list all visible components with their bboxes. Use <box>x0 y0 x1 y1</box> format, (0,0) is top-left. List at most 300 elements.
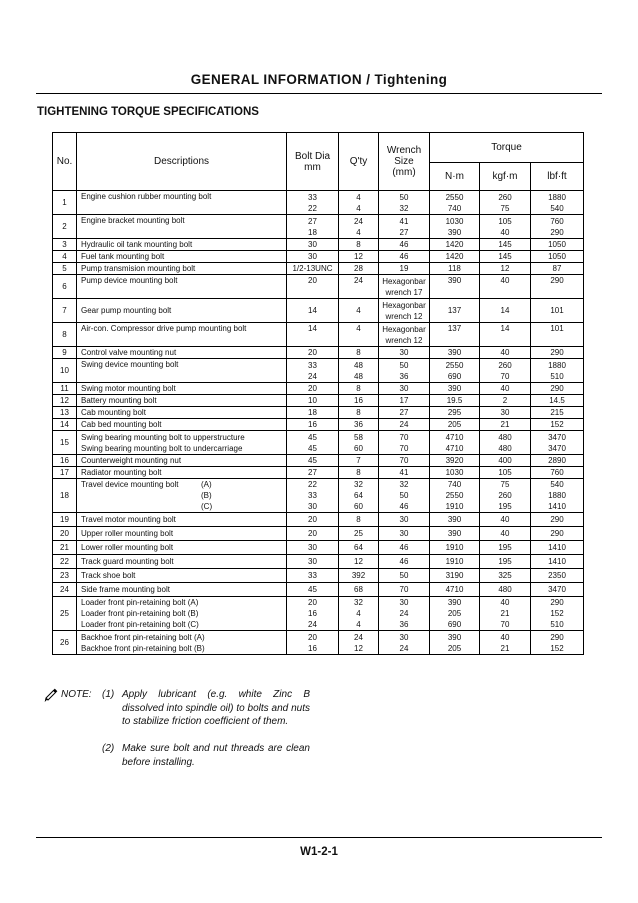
row-torque-kgfm <box>480 479 531 513</box>
row-torque-nm: 1420 <box>430 251 480 263</box>
table-row <box>53 569 584 583</box>
row-bolt-dia: 1/2-13UNC <box>287 263 339 275</box>
header-wrench-line3: (mm) <box>392 167 416 178</box>
value-line: 1880 <box>548 192 566 202</box>
value-line: 4710 <box>445 443 464 453</box>
row-bolt-dia: 20 <box>287 527 339 541</box>
value-line: 4 <box>356 192 361 202</box>
row-torque-lbfft: 215 <box>531 407 584 419</box>
row-torque-kgfm: 30 <box>480 407 531 419</box>
row-qty: 8 <box>339 239 379 251</box>
value-line: 32 <box>399 203 409 213</box>
row-torque-kgfm: 40 <box>480 275 531 299</box>
row-description <box>77 191 287 215</box>
row-description: Travel motor mounting bolt <box>77 513 287 527</box>
value-line: 24 <box>399 609 409 618</box>
header-wrench-line1: Wrench <box>386 145 422 156</box>
value-line: 4710 <box>445 432 464 442</box>
row-description: Battery mounting bolt <box>77 395 287 407</box>
note-item-text: Apply lubricant (e.g. white Zinc B dissolved into spindle oil) to bolts and nuts to stabilize friction coefficient of them. <box>122 689 310 727</box>
value-line: 50 <box>399 192 409 202</box>
row-torque-kgfm <box>480 359 531 383</box>
row-torque-nm: 390 <box>430 347 480 359</box>
row-qty: 8 <box>339 347 379 359</box>
value-line: 18 <box>308 227 317 237</box>
row-torque-lbfft: 1050 <box>531 251 584 263</box>
value-line: Hexagonbar <box>382 324 426 334</box>
value-line: 27 <box>308 216 317 226</box>
value-line: 510 <box>550 371 564 381</box>
row-torque-kgfm: 14 <box>480 323 531 347</box>
value-line: 75 <box>500 203 510 213</box>
value-line: 64 <box>354 491 363 500</box>
row-qty: 24 <box>339 275 379 299</box>
row-qty <box>339 631 379 655</box>
row-wrench <box>379 323 430 347</box>
value-line: 40 <box>500 632 510 642</box>
note-item-number: (1) <box>102 689 115 700</box>
row-torque-nm: 1910 <box>430 541 480 555</box>
table-row <box>53 359 584 383</box>
desc-line: Backhoe front pin-retaining bolt (A) <box>81 632 205 642</box>
header-no: No. <box>53 133 77 191</box>
value-line: 540 <box>550 480 564 489</box>
row-wrench <box>379 431 430 455</box>
value-line: 152 <box>550 643 564 653</box>
value-line: 740 <box>447 480 462 489</box>
row-no: 6 <box>53 275 77 299</box>
row-torque-kgfm: 105 <box>480 467 531 479</box>
row-torque-nm: 295 <box>430 407 480 419</box>
value-line: 510 <box>550 620 564 629</box>
header-descriptions: Descriptions <box>77 133 287 191</box>
row-torque-nm <box>430 215 480 239</box>
row-torque-nm: 205 <box>430 419 480 431</box>
row-wrench <box>379 631 430 655</box>
row-qty: 16 <box>339 395 379 407</box>
value-line: 290 <box>550 632 564 642</box>
row-description: Pump transmision mounting bolt <box>77 263 287 275</box>
row-wrench <box>379 597 430 631</box>
value-line: 22 <box>308 480 317 489</box>
row-torque-nm: 4710 <box>430 583 480 597</box>
row-no: 15 <box>53 431 77 455</box>
value-line: 40 <box>500 227 510 237</box>
row-bolt-dia: 30 <box>287 541 339 555</box>
row-torque-kgfm: 480 <box>480 583 531 597</box>
value-line: 4 <box>356 203 361 213</box>
value-line: wrench 12 <box>385 335 423 345</box>
desc-text: Travel device mounting bolt <box>81 480 179 489</box>
row-description: Track guard mounting bolt <box>77 555 287 569</box>
row-qty: 12 <box>339 251 379 263</box>
table-row <box>53 239 584 251</box>
row-torque-lbfft: 290 <box>531 513 584 527</box>
value-line: 70 <box>500 620 510 629</box>
value-line: 260 <box>498 192 512 202</box>
value-line: 36 <box>399 620 409 629</box>
row-qty: 64 <box>339 541 379 555</box>
row-qty: 8 <box>339 407 379 419</box>
row-qty: 4 <box>339 323 379 347</box>
row-torque-kgfm <box>480 431 531 455</box>
row-bolt-dia: 20 <box>287 275 339 299</box>
row-torque-nm <box>430 479 480 513</box>
row-wrench: 70 <box>379 583 430 597</box>
row-qty: 25 <box>339 527 379 541</box>
table-row <box>53 191 584 215</box>
value-line: 24 <box>354 632 363 642</box>
row-no: 24 <box>53 583 77 597</box>
header-wrench-line2: Size <box>394 156 414 167</box>
value-line: 16 <box>308 609 317 618</box>
value-line: 33 <box>308 192 317 202</box>
row-qty <box>339 215 379 239</box>
value-line: 22 <box>308 203 317 213</box>
row-bolt-dia: 20 <box>287 513 339 527</box>
value-line: 45 <box>308 443 317 453</box>
row-torque-nm: 390 <box>430 275 480 299</box>
row-no: 11 <box>53 383 77 395</box>
row-wrench <box>379 215 430 239</box>
value-line: 20 <box>308 632 317 642</box>
row-no: 9 <box>53 347 77 359</box>
row-torque-kgfm: 40 <box>480 527 531 541</box>
row-bolt-dia: 33 <box>287 569 339 583</box>
table-row <box>53 323 584 347</box>
row-qty: 28 <box>339 263 379 275</box>
row-no: 8 <box>53 323 77 347</box>
value-line: 45 <box>308 432 317 442</box>
row-torque-nm <box>430 631 480 655</box>
row-wrench: 30 <box>379 347 430 359</box>
row-no: 1 <box>53 191 77 215</box>
row-torque-lbfft: 2890 <box>531 455 584 467</box>
value-line: 41 <box>399 216 409 226</box>
table-row <box>53 263 584 275</box>
note-item-text: Make sure bolt and nut threads are clean before installing. <box>122 743 310 768</box>
value-line: 740 <box>447 203 462 213</box>
row-torque-lbfft <box>531 359 584 383</box>
row-torque-nm <box>430 359 480 383</box>
row-description: Swing motor mounting bolt <box>77 383 287 395</box>
row-wrench: 50 <box>379 569 430 583</box>
value-line: 36 <box>399 371 409 381</box>
row-torque-lbfft: 1050 <box>531 239 584 251</box>
row-no: 19 <box>53 513 77 527</box>
row-no: 13 <box>53 407 77 419</box>
value-line: 60 <box>354 502 363 511</box>
header-bolt-dia-unit: mm <box>304 161 321 173</box>
value-line: 3470 <box>548 432 566 442</box>
row-torque-lbfft: 290 <box>531 527 584 541</box>
row-torque-nm: 137 <box>430 299 480 323</box>
value-line: 1880 <box>548 491 566 500</box>
row-bolt-dia <box>287 215 339 239</box>
row-torque-lbfft: 87 <box>531 263 584 275</box>
row-wrench <box>379 275 430 299</box>
row-description: Upper roller mounting bolt <box>77 527 287 541</box>
row-no: 5 <box>53 263 77 275</box>
value-line: 40 <box>500 598 510 607</box>
row-wrench: 19 <box>379 263 430 275</box>
row-bolt-dia: 20 <box>287 383 339 395</box>
value-line: 21 <box>500 643 510 653</box>
row-bolt-dia: 20 <box>287 347 339 359</box>
row-bolt-dia: 27 <box>287 467 339 479</box>
value-line: 2550 <box>445 360 464 370</box>
value-line: 24 <box>354 216 363 226</box>
row-torque-lbfft: 1410 <box>531 555 584 569</box>
torque-table <box>52 132 584 655</box>
value-line: 30 <box>308 502 317 511</box>
row-description <box>77 479 287 513</box>
row-bolt-dia <box>287 191 339 215</box>
row-no: 4 <box>53 251 77 263</box>
value-line: 205 <box>447 643 462 653</box>
row-no: 3 <box>53 239 77 251</box>
row-bolt-dia: 14 <box>287 323 339 347</box>
value-line: 205 <box>447 609 462 618</box>
row-no: 18 <box>53 479 77 513</box>
value-line: 290 <box>550 227 564 237</box>
value-line: 690 <box>447 371 462 381</box>
value-line: 690 <box>447 620 462 629</box>
table-row <box>53 455 584 467</box>
row-torque-lbfft <box>531 597 584 631</box>
row-torque-kgfm: 145 <box>480 239 531 251</box>
row-torque-kgfm: 21 <box>480 419 531 431</box>
variant-label: (B) <box>201 491 212 500</box>
row-bolt-dia: 16 <box>287 419 339 431</box>
row-torque-kgfm: 40 <box>480 383 531 395</box>
row-wrench <box>379 299 430 323</box>
value-line: 3470 <box>548 443 566 453</box>
footer-rule <box>36 837 602 838</box>
row-no: 22 <box>53 555 77 569</box>
row-torque-kgfm <box>480 191 531 215</box>
row-torque-lbfft <box>531 191 584 215</box>
row-description <box>77 631 287 655</box>
row-description: Radiator mounting bolt <box>77 467 287 479</box>
row-torque-lbfft <box>531 631 584 655</box>
row-qty: 7 <box>339 455 379 467</box>
row-torque-nm: 390 <box>430 527 480 541</box>
row-qty: 4 <box>339 299 379 323</box>
value-line: 30 <box>399 632 409 642</box>
row-description <box>77 597 287 631</box>
row-torque-nm: 19.5 <box>430 395 480 407</box>
desc-line: Swing bearing mounting bolt to upperstructure <box>81 432 245 442</box>
row-torque-nm <box>430 431 480 455</box>
header-torque-kgfm: kgf·m <box>480 163 531 191</box>
value-line: 58 <box>354 432 363 442</box>
desc-line: Engine bracket mounting bolt <box>81 216 185 225</box>
row-torque-kgfm: 145 <box>480 251 531 263</box>
value-line: 105 <box>498 216 512 226</box>
row-torque-nm <box>430 191 480 215</box>
header-wrench-size <box>379 133 430 191</box>
row-no: 14 <box>53 419 77 431</box>
row-description: Control valve mounting nut <box>77 347 287 359</box>
value-line: 195 <box>498 502 512 511</box>
row-torque-lbfft: 14.5 <box>531 395 584 407</box>
value-line: 1880 <box>548 360 566 370</box>
row-qty <box>339 359 379 383</box>
row-bolt-dia: 30 <box>287 239 339 251</box>
page-title: GENERAL INFORMATION / Tightening <box>190 72 448 87</box>
row-bolt-dia <box>287 631 339 655</box>
table-row <box>53 299 584 323</box>
row-wrench: 30 <box>379 383 430 395</box>
row-description: Fuel tank mounting bolt <box>77 251 287 263</box>
row-qty: 68 <box>339 583 379 597</box>
row-no: 23 <box>53 569 77 583</box>
page-number: W1-2-1 <box>300 846 338 858</box>
row-torque-lbfft: 290 <box>531 347 584 359</box>
variant-label: (C) <box>201 502 213 511</box>
note-label: NOTE: <box>61 689 92 700</box>
desc-line <box>81 490 284 501</box>
row-bolt-dia: 14 <box>287 299 339 323</box>
table-row <box>53 527 584 541</box>
row-no: 2 <box>53 215 77 239</box>
desc-line: Loader front pin-retaining bolt (B) <box>81 609 199 618</box>
row-bolt-dia <box>287 431 339 455</box>
value-line: 390 <box>447 598 462 607</box>
section-title: TIGHTENING TORQUE SPECIFICATIONS <box>37 106 259 118</box>
table-row <box>53 347 584 359</box>
row-wrench: 24 <box>379 419 430 431</box>
value-line: 1910 <box>445 502 464 511</box>
value-line: 70 <box>500 371 510 381</box>
value-line: 24 <box>308 371 317 381</box>
value-line: 290 <box>550 598 564 607</box>
row-torque-lbfft: 290 <box>531 383 584 395</box>
row-description: Side frame mounting bolt <box>77 583 287 597</box>
row-bolt-dia: 10 <box>287 395 339 407</box>
row-wrench: 46 <box>379 541 430 555</box>
row-torque-nm <box>430 597 480 631</box>
value-line: 480 <box>498 443 512 453</box>
desc-line <box>81 501 284 512</box>
header-torque: Torque <box>430 133 584 163</box>
row-no: 17 <box>53 467 77 479</box>
value-line: 32 <box>354 480 363 489</box>
row-torque-nm: 3190 <box>430 569 480 583</box>
table-row <box>53 251 584 263</box>
row-description: Gear pump mounting bolt <box>77 299 287 323</box>
row-torque-nm: 1030 <box>430 467 480 479</box>
table-row <box>53 383 584 395</box>
row-torque-nm: 1910 <box>430 555 480 569</box>
row-description: Air-con. Compressor drive pump mounting bolt <box>77 323 287 347</box>
row-torque-nm: 1420 <box>430 239 480 251</box>
row-wrench: 46 <box>379 251 430 263</box>
row-wrench: 27 <box>379 407 430 419</box>
row-wrench: 30 <box>379 513 430 527</box>
value-line: 12 <box>354 643 363 653</box>
value-line: 260 <box>498 360 512 370</box>
row-torque-nm: 3920 <box>430 455 480 467</box>
value-line: 50 <box>399 360 409 370</box>
value-line: 48 <box>354 371 363 381</box>
desc-line: Loader front pin-retaining bolt (A) <box>81 598 199 607</box>
value-line: 33 <box>308 360 317 370</box>
row-qty: 8 <box>339 383 379 395</box>
desc-line: Backhoe front pin-retaining bolt (B) <box>81 643 205 653</box>
row-bolt-dia: 30 <box>287 251 339 263</box>
value-line: Hexagonbar <box>382 300 426 310</box>
table-row <box>53 631 584 655</box>
row-bolt-dia <box>287 597 339 631</box>
variant-label: (A) <box>201 480 212 489</box>
row-wrench <box>379 191 430 215</box>
value-line: 33 <box>308 491 317 500</box>
value-line: 32 <box>399 480 409 489</box>
value-line: 46 <box>399 502 409 511</box>
value-line: 32 <box>354 598 363 607</box>
row-description <box>77 215 287 239</box>
value-line: 260 <box>498 491 512 500</box>
header-qty: Q'ty <box>339 133 379 191</box>
value-line: 1030 <box>445 216 464 226</box>
row-description: Track shoe bolt <box>77 569 287 583</box>
table-row <box>53 407 584 419</box>
table-row <box>53 513 584 527</box>
row-torque-lbfft: 760 <box>531 467 584 479</box>
note-item-number: (2) <box>102 743 115 754</box>
row-wrench: 30 <box>379 527 430 541</box>
value-line: 4 <box>356 609 361 618</box>
value-line: 27 <box>399 227 409 237</box>
row-torque-kgfm: 325 <box>480 569 531 583</box>
value-line: 760 <box>550 216 564 226</box>
row-bolt-dia: 18 <box>287 407 339 419</box>
row-torque-lbfft: 152 <box>531 419 584 431</box>
value-line: 70 <box>399 443 409 453</box>
value-line: 24 <box>399 643 409 653</box>
row-torque-lbfft <box>531 431 584 455</box>
desc-line <box>81 479 284 490</box>
row-wrench: 46 <box>379 239 430 251</box>
row-bolt-dia: 30 <box>287 555 339 569</box>
row-qty: 392 <box>339 569 379 583</box>
row-torque-lbfft: 1410 <box>531 541 584 555</box>
header-bolt-dia-label: Bolt Dia <box>294 150 330 162</box>
header-torque-nm: N·m <box>430 163 480 191</box>
value-line: 480 <box>498 432 512 442</box>
row-qty <box>339 597 379 631</box>
value-line: 50 <box>399 491 409 500</box>
row-torque-kgfm: 12 <box>480 263 531 275</box>
value-line: 4 <box>356 620 361 629</box>
row-torque-lbfft: 101 <box>531 323 584 347</box>
row-torque-kgfm: 40 <box>480 347 531 359</box>
row-torque-kgfm: 2 <box>480 395 531 407</box>
row-no: 21 <box>53 541 77 555</box>
row-wrench <box>379 359 430 383</box>
row-torque-nm: 118 <box>430 263 480 275</box>
value-line: 60 <box>354 443 363 453</box>
row-no: 12 <box>53 395 77 407</box>
pencil-icon <box>44 688 58 702</box>
value-line: Hexagonbar <box>382 276 426 286</box>
table-row <box>53 395 584 407</box>
value-line: 390 <box>447 632 462 642</box>
table-row <box>53 419 584 431</box>
value-line: 4 <box>356 227 361 237</box>
